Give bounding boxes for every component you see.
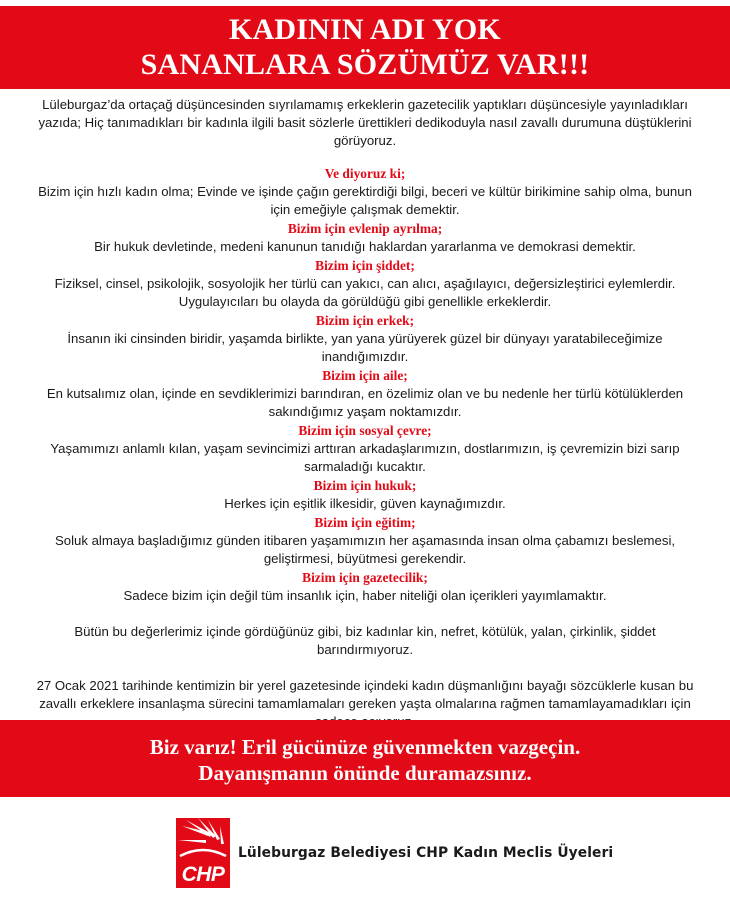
section-text: Soluk almaya başladığımız günden itibaren yaşamımızın her aşamasında insan olma çabamızı beslemesi, geliştirmesi, büyütmesi gerekendir.: [54, 533, 676, 566]
slogan-banner: [0, 720, 730, 797]
section-title: Ve diyoruz ki;: [324, 166, 406, 181]
closing-paragraph-1: Bütün bu değerlerimiz içinde gördüğünüz gibi, biz kadınlar kin, nefret, kötülük, yalan, çirkinlik, şiddet barındırmıyoruz.: [74, 624, 656, 657]
section-text: Sadece bizim için değil tüm insanlık için, haber niteliği olan içerikleri yayımlamaktır.: [123, 588, 607, 603]
section-text: Herkes için eşitlik ilkesidir, güven kaynağımızdır.: [224, 496, 506, 511]
section-7: [30, 477, 700, 513]
six-arrows-icon: [176, 818, 230, 864]
section-9: [30, 569, 700, 605]
headline-line-2: SANANLARA SÖZÜMÜZ VAR!!!: [140, 48, 590, 81]
intro-paragraph: Lüleburgaz’da ortaçağ düşüncesinden sıyrılamamış erkeklerin gazetecilik yaptıkları düşüncesiyle yayınladıkları yazıda; Hiç tanımadıkları bir kadınla ilgili basit sözlerle ürettikleri dedikoduyla nasıl zavallı durumuna düştüklerini görüyoruz.: [38, 97, 692, 148]
section-6: [30, 422, 700, 476]
section-4: [30, 312, 700, 366]
headline-line-1: KADININ ADI YOK: [229, 13, 501, 46]
section-title: Bizim için hukuk;: [313, 478, 417, 493]
section-text: Bir hukuk devletinde, medeni kanunun tanıdığı haklardan yararlanma ve demokrasi demektir.: [94, 239, 636, 254]
slogan-line-1: Biz varız! Eril gücünüze güvenmekten vazgeçin.: [149, 735, 581, 759]
section-title: Bizim için sosyal çevre;: [298, 423, 432, 438]
section-title: Bizim için aile;: [322, 368, 408, 383]
article-body: [30, 96, 700, 731]
section-1: [30, 165, 700, 219]
section-text: Bizim için hızlı kadın olma; Evinde ve işinde çağın gerektirdiği bilgi, beceri ve kültür birikimine sahip olma, bunun için emeğiyle çalışmak demektir.: [38, 184, 692, 217]
section-title: Bizim için şiddet;: [315, 258, 415, 273]
logo-wordmark: CHP: [176, 862, 230, 888]
section-title: Bizim için eğitim;: [314, 515, 416, 530]
chp-logo: [176, 818, 230, 888]
section-5: [30, 367, 700, 421]
headline-banner: [0, 6, 730, 89]
signature: Lüleburgaz Belediyesi CHP Kadın Meclis Üyeleri: [238, 845, 614, 861]
section-text: En kutsalımız olan, içinde en sevdiklerimizi barındıran, en özelimiz olan ve bu nedenle her türlü kötülüklerden sakındığımız yaşam noktamızdır.: [46, 386, 684, 419]
closing-paragraph-2: 27 Ocak 2021 tarihinde kentimizin bir yerel gazetesinde içindeki kadın düşmanlığını bayağı sözcüklerle kusan bu zavallı erkeklere insanlaşma sürecini tamamlamaları gereken yaşta olmalarına rağmen tamamlayamadıkları için: [36, 678, 694, 711]
slogan-line-2: Dayanışmanın önünde duramazsınız.: [198, 761, 532, 785]
section-2: [30, 220, 700, 256]
section-8: [30, 514, 700, 568]
section-title: Bizim için evlenip ayrılma;: [287, 221, 443, 236]
section-text: Yaşamımızı anlamlı kılan, yaşam sevincimizi arttıran arkadaşlarımızın, dostlarımızın, iş çevremizin bizi sarıp sarmaladığı kucaktır.: [50, 441, 680, 474]
section-text: İnsanın iki cinsinden biridir, yaşamda birlikte, yan yana yürüyerek güzel bir dünyayı yaratabileceğimize inandığımızdır.: [67, 331, 663, 364]
section-title: Bizim için gazetecilik;: [302, 570, 428, 585]
section-title: Bizim için erkek;: [315, 313, 415, 328]
section-3: [30, 257, 700, 311]
footer: [176, 818, 656, 888]
section-text: Fiziksel, cinsel, psikolojik, sosyolojik her türlü can yakıcı, can alıcı, aşağılayıcı, değersizleştirici eylemlerdir. Uygulayıcıları bu olayda da görüldüğü gibi genellikle erkeklerdir.: [54, 276, 676, 309]
